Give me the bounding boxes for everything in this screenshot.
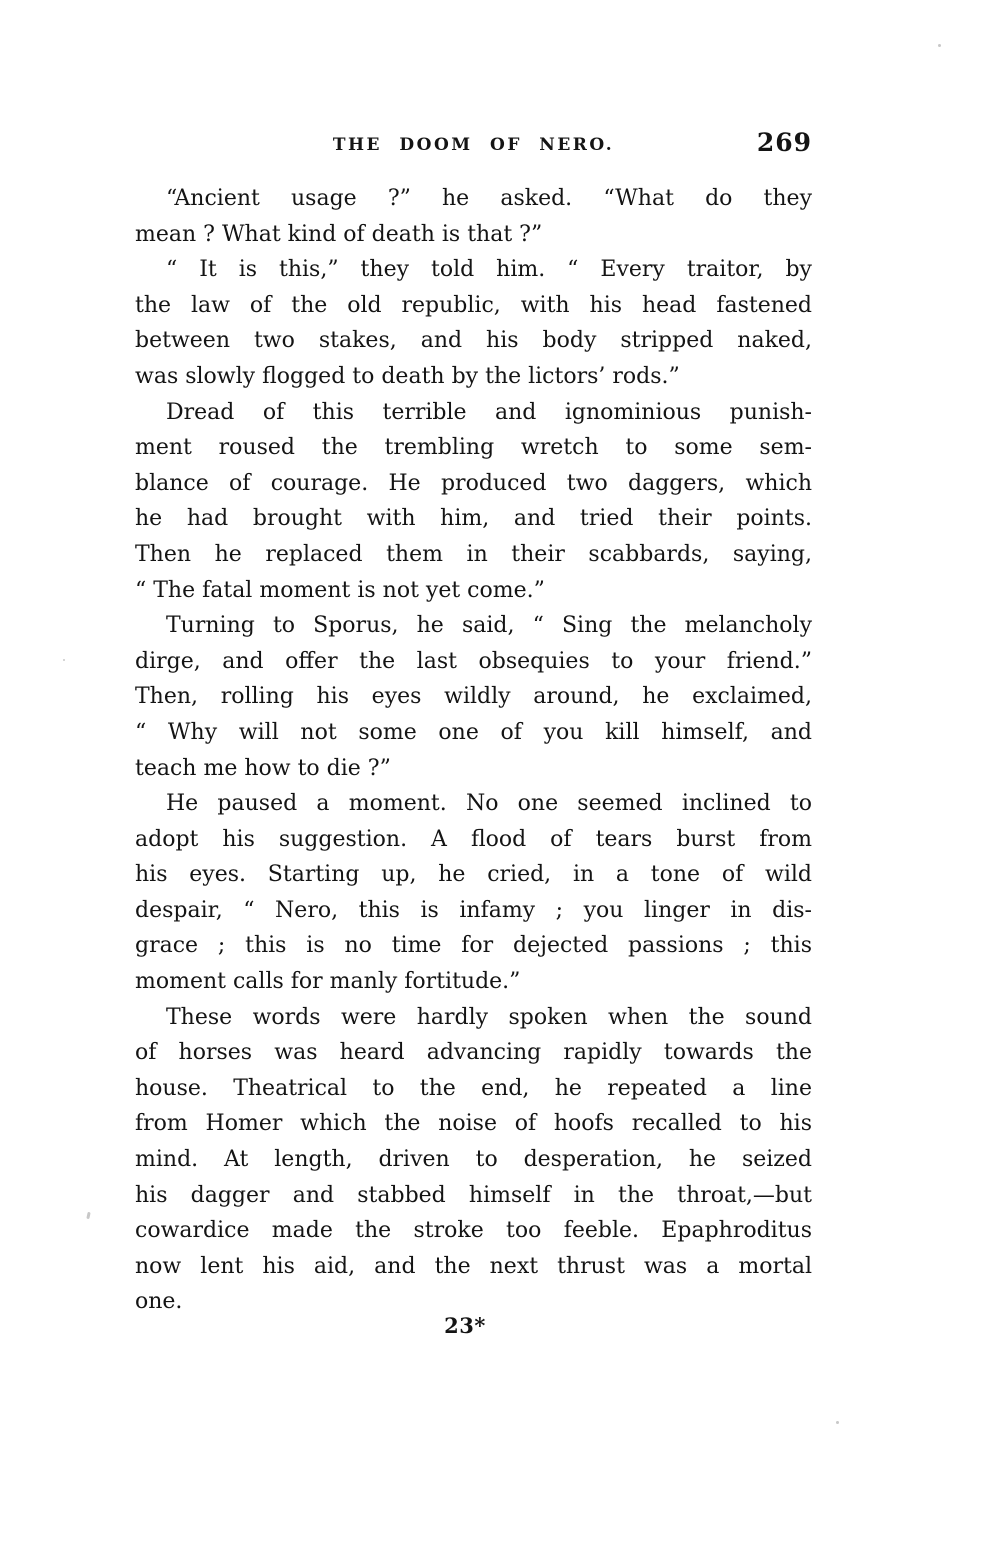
- text-line: “ It is this,” they told him. “ Every traitor, by: [166, 257, 812, 283]
- text-line: “ Why will not some one of you kill himself, and: [135, 719, 812, 745]
- body-text: [135, 181, 812, 1320]
- scan-speck: [836, 1421, 839, 1424]
- text-line: dirge, and offer the last obsequies to your friend.”: [135, 648, 812, 674]
- text-line: Then he replaced them in their scabbards, saying,: [135, 541, 812, 567]
- text-line: one.: [135, 1289, 183, 1315]
- text-line: between two stakes, and his body stripped naked,: [135, 328, 812, 354]
- text-line: adopt his suggestion. A flood of tears burst from: [135, 826, 812, 852]
- text-line: the law of the old republic, with his head fastened: [135, 292, 812, 318]
- text-line: was slowly flogged to death by the lictors’ rods.”: [135, 363, 680, 389]
- paragraph: [135, 252, 812, 394]
- text-line: of horses was heard advancing rapidly towards the: [135, 1040, 812, 1066]
- paragraph: [135, 395, 812, 609]
- text-line: house. Theatrical to the end, he repeated a line: [135, 1075, 812, 1101]
- signature-mark: 23*: [444, 1313, 486, 1338]
- text-line: he had brought with him, and tried their points.: [135, 506, 812, 532]
- paragraph: [135, 786, 812, 1000]
- text-line: now lent his aid, and the next thrust was a mortal: [135, 1253, 812, 1279]
- text-line: Turning to Sporus, he said, “ Sing the melancholy: [166, 613, 812, 639]
- text-line: teach me how to die ?”: [135, 755, 391, 781]
- text-line: from Homer which the noise of hoofs recalled to his: [135, 1111, 812, 1137]
- text-line: Dread of this terrible and ignominious punish-: [166, 399, 812, 425]
- running-title: THE DOOM OF NERO.: [332, 135, 615, 155]
- text-line: mean ? What kind of death is that ?”: [135, 221, 543, 247]
- text-line: These words were hardly spoken when the sound: [166, 1004, 812, 1030]
- text-line: his dagger and stabbed himself in the throat,—but: [135, 1182, 812, 1208]
- text-line: despair, “ Nero, this is infamy ; you linger in dis-: [135, 897, 812, 923]
- page-number: 269: [756, 128, 812, 157]
- text-line: mind. At length, driven to desperation, he seized: [135, 1147, 812, 1173]
- text-line: “ The fatal moment is not yet come.”: [135, 577, 545, 603]
- paragraph: [135, 608, 812, 786]
- text-line: cowardice made the stroke too feeble. Epaphroditus: [135, 1218, 812, 1244]
- scan-speck: [86, 1212, 90, 1219]
- text-line: He paused a moment. No one seemed inclined to: [166, 791, 812, 817]
- text-line: Then, rolling his eyes wildly around, he exclaimed,: [135, 684, 812, 710]
- paragraph: [135, 181, 812, 252]
- scan-speck: [63, 659, 65, 661]
- text-line: blance of courage. He produced two daggers, which: [135, 470, 812, 496]
- paragraph: [135, 1000, 812, 1320]
- page-header: [135, 128, 812, 165]
- scan-speck: [938, 44, 941, 47]
- text-line: his eyes. Starting up, he cried, in a tone of wild: [135, 862, 812, 888]
- text-line: moment calls for manly fortitude.”: [135, 969, 521, 995]
- text-line: ment roused the trembling wretch to some sem-: [135, 435, 812, 461]
- text-line: “Ancient usage ?” he asked. “What do they: [166, 186, 812, 211]
- text-line: grace ; this is no time for dejected passions ; this: [135, 933, 812, 959]
